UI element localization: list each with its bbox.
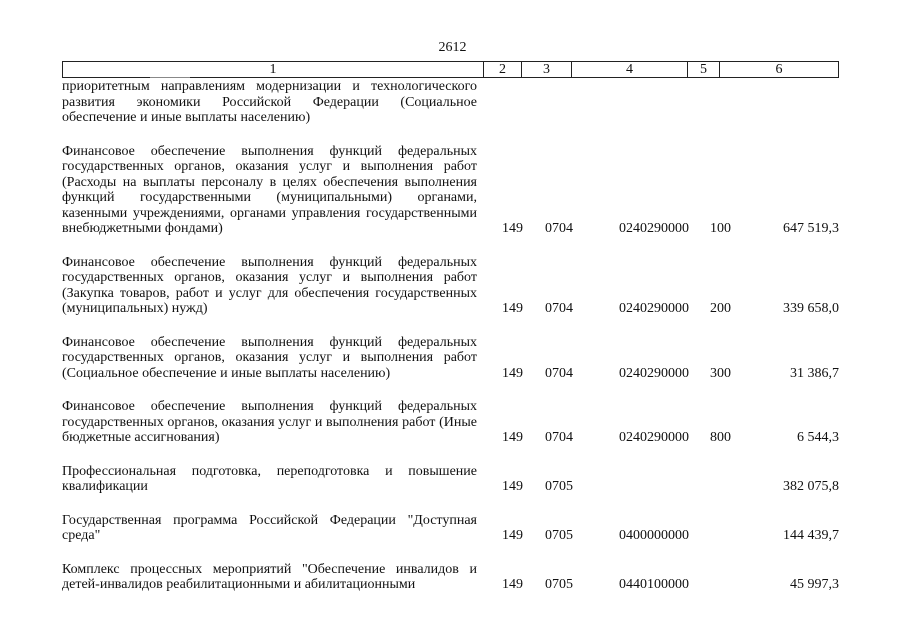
row-target-code: 0440100000 bbox=[619, 577, 689, 592]
row-target-code: 0240290000 bbox=[619, 221, 689, 236]
row-amount: 45 997,3 bbox=[790, 577, 839, 592]
row-section-code: 0704 bbox=[545, 221, 573, 236]
table-body bbox=[62, 79, 839, 611]
table-row bbox=[62, 562, 839, 593]
row-amount: 647 519,3 bbox=[783, 221, 839, 236]
row-section-code: 0704 bbox=[545, 430, 573, 445]
row-target-code: 0240290000 bbox=[619, 365, 689, 381]
row-description: Финансовое обеспечение выполнения функций федеральных государственных органов, оказания услуг и выполнения работ (Закупка товаров, работ и услуг для обеспечения государственных (муниципальных) нужд) bbox=[62, 254, 477, 316]
row-section-code: 0704 bbox=[545, 365, 573, 381]
table-row bbox=[62, 144, 839, 237]
row-ministry-code: 149 bbox=[502, 221, 523, 236]
row-amount: 382 075,8 bbox=[783, 479, 839, 494]
row-description: Профессиональная подготовка, переподготовка и повышение квалификации bbox=[62, 463, 477, 494]
row-amount: 31 386,7 bbox=[790, 365, 839, 381]
row-target-code: 0400000000 bbox=[619, 528, 689, 543]
header-col-6: 6 bbox=[719, 62, 838, 77]
row-description: приоритетным направлениям модернизации и технологического развития экономики Российской Федерации (Социальное обеспечение и иные выплаты населению) bbox=[62, 79, 477, 125]
row-description: Финансовое обеспечение выполнения функций федеральных государственных органов, оказания услуг и выполнения работ (Иные бюджетные ассигнования) bbox=[62, 399, 477, 445]
row-expense-type: 200 bbox=[710, 301, 731, 316]
row-ministry-code: 149 bbox=[502, 365, 523, 381]
header-col-5: 5 bbox=[687, 62, 719, 77]
header-col-4: 4 bbox=[571, 62, 687, 77]
row-ministry-code: 149 bbox=[502, 577, 523, 592]
table-row bbox=[62, 464, 839, 495]
row-section-code: 0705 bbox=[545, 528, 573, 543]
row-target-code: 0240290000 bbox=[619, 301, 689, 316]
row-amount: 339 658,0 bbox=[783, 301, 839, 316]
row-description: Государственная программа Российской Федерации "Доступная среда" bbox=[62, 512, 477, 543]
header-col-1: 1 bbox=[269, 62, 277, 77]
row-ministry-code: 149 bbox=[502, 479, 523, 494]
row-ministry-code: 149 bbox=[502, 430, 523, 445]
row-section-code: 0705 bbox=[545, 577, 573, 592]
table-row bbox=[62, 255, 839, 317]
header-col-3: 3 bbox=[521, 62, 571, 77]
header-col-2: 2 bbox=[483, 62, 521, 77]
table-row bbox=[62, 399, 839, 446]
row-amount: 144 439,7 bbox=[783, 528, 839, 543]
row-description: Комплекс процессных мероприятий "Обеспечение инвалидов и детей-инвалидов реабилитационными и абилитационными bbox=[62, 561, 477, 592]
table-row bbox=[62, 513, 839, 544]
table-row bbox=[62, 79, 839, 126]
page-number: 2612 bbox=[438, 40, 467, 55]
row-expense-type: 100 bbox=[710, 221, 731, 236]
row-expense-type: 800 bbox=[710, 430, 731, 445]
row-expense-type: 300 bbox=[710, 365, 731, 381]
row-description: Финансовое обеспечение выполнения функций федеральных государственных органов, оказания услуг и выполнения работ (Социальное обеспечение и иные выплаты населению) bbox=[62, 334, 477, 381]
scan-artifact-line bbox=[150, 77, 190, 78]
row-section-code: 0705 bbox=[545, 479, 573, 494]
row-section-code: 0704 bbox=[545, 301, 573, 316]
row-ministry-code: 149 bbox=[502, 301, 523, 316]
row-amount: 6 544,3 bbox=[797, 430, 839, 445]
row-description: Финансовое обеспечение выполнения функций федеральных государственных органов, оказания услуг и выполнения работ (Расходы на выплаты персоналу в целях обеспечения выполнения функций государственными (муниципальными) органами, казенными учреждениями, органами управления государственными внебюджетными фондами) bbox=[62, 143, 477, 236]
table-header bbox=[62, 61, 839, 78]
row-ministry-code: 149 bbox=[502, 528, 523, 543]
table-row bbox=[62, 335, 839, 382]
row-target-code: 0240290000 bbox=[619, 430, 689, 445]
